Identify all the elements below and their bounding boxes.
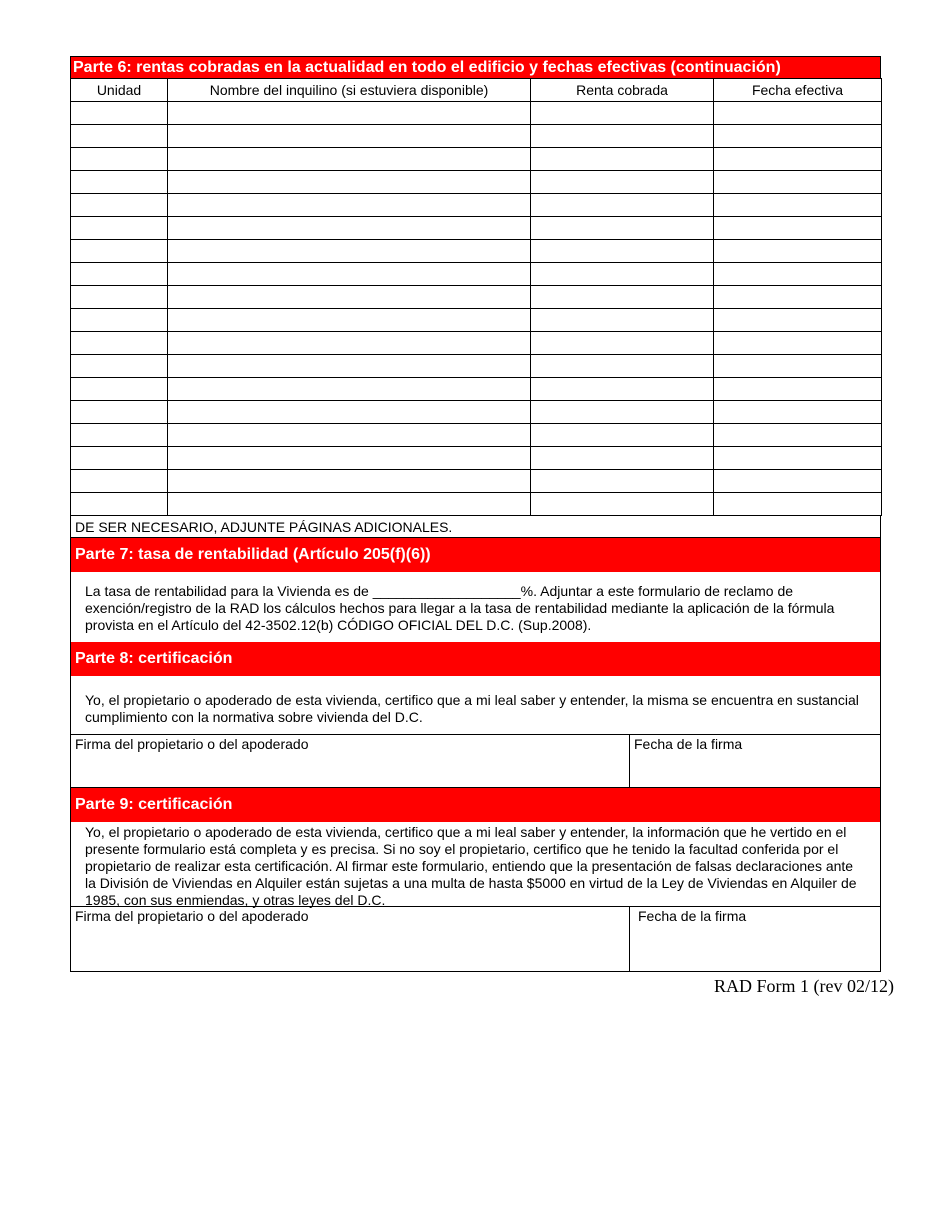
tenant-cell[interactable] — [168, 447, 531, 470]
unit-cell[interactable] — [71, 424, 168, 447]
table-row — [71, 309, 882, 332]
tenant-cell[interactable] — [168, 102, 531, 125]
rent-cell[interactable] — [531, 102, 714, 125]
rent-cell[interactable] — [531, 286, 714, 309]
unit-cell[interactable] — [71, 148, 168, 171]
form-footer: RAD Form 1 (rev 02/12) — [714, 976, 894, 996]
unit-cell[interactable] — [71, 447, 168, 470]
rent-cell[interactable] — [531, 171, 714, 194]
unit-cell[interactable] — [71, 355, 168, 378]
part6-header: Parte 6: rentas cobradas en la actualidad en todo el edificio y fechas efectivas (continuación) — [70, 56, 881, 78]
col-tenant-header: Nombre del inquilino (si estuviera disponible) — [168, 79, 531, 102]
date-cell[interactable] — [714, 355, 882, 378]
date-cell[interactable] — [714, 401, 882, 424]
table-row — [71, 194, 882, 217]
part7-text: La tasa de rentabilidad para la Vivienda es de ___________________%. Adjuntar a este formulario de reclamo de exención/registro de la RAD los cálculos hechos para llegar a la tasa de rentabilidad mediante la aplicación de la fórmula provista en el Artículo del 42-3502.12(b) CÓDIGO OFICIAL DEL D.C. (Sup.2008). — [70, 572, 881, 642]
date-cell[interactable] — [714, 378, 882, 401]
date-cell[interactable] — [714, 217, 882, 240]
rad-form-page — [70, 56, 881, 972]
rent-table-header-row — [71, 79, 882, 102]
tenant-cell[interactable] — [168, 401, 531, 424]
rent-table — [70, 78, 882, 516]
table-row — [71, 447, 882, 470]
tenant-cell[interactable] — [168, 309, 531, 332]
additional-pages-note: DE SER NECESARIO, ADJUNTE PÁGINAS ADICIONALES. — [70, 516, 881, 538]
part9-signature-row — [70, 906, 881, 972]
table-row — [71, 355, 882, 378]
table-row — [71, 148, 882, 171]
table-row — [71, 286, 882, 309]
tenant-cell[interactable] — [168, 378, 531, 401]
unit-cell[interactable] — [71, 332, 168, 355]
date-cell[interactable] — [714, 263, 882, 286]
rent-cell[interactable] — [531, 378, 714, 401]
tenant-cell[interactable] — [168, 148, 531, 171]
rent-cell[interactable] — [531, 355, 714, 378]
tenant-cell[interactable] — [168, 263, 531, 286]
unit-cell[interactable] — [71, 493, 168, 516]
part8-text: Yo, el propietario o apoderado de esta vivienda, certifico que a mi leal saber y entender, la misma se encuentra en sustancial cumplimiento con la normativa sobre vivienda del D.C. — [70, 676, 881, 734]
unit-cell[interactable] — [71, 378, 168, 401]
unit-cell[interactable] — [71, 217, 168, 240]
table-row — [71, 424, 882, 447]
date-cell[interactable] — [714, 148, 882, 171]
date-cell[interactable] — [714, 286, 882, 309]
part9-text: Yo, el propietario o apoderado de esta vivienda, certifico que a mi leal saber y entender, la información que he vertido en el presente formulario está completa y es precisa. Si no soy el propietario, certifico que he tenido la facultad conferida por el propietario de realizar esta certificación. Al firmar este formulario, entiendo que la presentación de falsas declaraciones ante la División de Viviendas en Alquiler están sujetas a una multa de hasta $5000 en virtud de la Ley de Viviendas en Alquiler de 1985, con sus enmiendas, y otras leyes del D.C. — [70, 822, 881, 906]
date-cell[interactable] — [714, 309, 882, 332]
date-cell[interactable] — [714, 240, 882, 263]
rent-cell[interactable] — [531, 263, 714, 286]
tenant-cell[interactable] — [168, 171, 531, 194]
unit-cell[interactable] — [71, 309, 168, 332]
rent-table-body — [71, 102, 882, 516]
date-cell[interactable] — [714, 424, 882, 447]
rent-cell[interactable] — [531, 309, 714, 332]
unit-cell[interactable] — [71, 102, 168, 125]
rent-cell[interactable] — [531, 240, 714, 263]
date-cell[interactable] — [714, 194, 882, 217]
table-row — [71, 171, 882, 194]
tenant-cell[interactable] — [168, 493, 531, 516]
unit-cell[interactable] — [71, 263, 168, 286]
rent-cell[interactable] — [531, 470, 714, 493]
tenant-cell[interactable] — [168, 470, 531, 493]
part8-owner-signature-field[interactable]: Firma del propietario o del apoderado — [71, 735, 630, 787]
tenant-cell[interactable] — [168, 355, 531, 378]
unit-cell[interactable] — [71, 470, 168, 493]
tenant-cell[interactable] — [168, 240, 531, 263]
unit-cell[interactable] — [71, 286, 168, 309]
tenant-cell[interactable] — [168, 194, 531, 217]
table-row — [71, 378, 882, 401]
rent-cell[interactable] — [531, 332, 714, 355]
date-cell[interactable] — [714, 470, 882, 493]
tenant-cell[interactable] — [168, 217, 531, 240]
rent-cell[interactable] — [531, 493, 714, 516]
rent-cell[interactable] — [531, 194, 714, 217]
unit-cell[interactable] — [71, 401, 168, 424]
rent-cell[interactable] — [531, 447, 714, 470]
table-row — [71, 217, 882, 240]
table-row — [71, 470, 882, 493]
rent-cell[interactable] — [531, 424, 714, 447]
table-row — [71, 332, 882, 355]
unit-cell[interactable] — [71, 240, 168, 263]
col-rent-header: Renta cobrada — [531, 79, 714, 102]
date-cell[interactable] — [714, 493, 882, 516]
date-cell[interactable] — [714, 125, 882, 148]
unit-cell[interactable] — [71, 171, 168, 194]
unit-cell[interactable] — [71, 194, 168, 217]
table-row — [71, 102, 882, 125]
table-row — [71, 125, 882, 148]
rent-cell[interactable] — [531, 148, 714, 171]
date-cell[interactable] — [714, 102, 882, 125]
unit-cell[interactable] — [71, 125, 168, 148]
part9-signature-date-field[interactable]: Fecha de la firma — [638, 908, 747, 924]
table-row — [71, 263, 882, 286]
rent-cell[interactable] — [531, 401, 714, 424]
table-row — [71, 493, 882, 516]
part8-signature-date-field[interactable]: Fecha de la firma — [634, 736, 743, 752]
tenant-cell[interactable] — [168, 125, 531, 148]
part8-signature-row — [70, 734, 881, 788]
date-cell[interactable] — [714, 447, 882, 470]
date-cell[interactable] — [714, 332, 882, 355]
part9-owner-signature-field[interactable]: Firma del propietario o del apoderado — [71, 907, 630, 971]
table-row — [71, 240, 882, 263]
part7-header: Parte 7: tasa de rentabilidad (Artículo 205(f)(6)) — [70, 538, 881, 572]
tenant-cell[interactable] — [168, 332, 531, 355]
tenant-cell[interactable] — [168, 424, 531, 447]
part9-header: Parte 9: certificación — [70, 788, 881, 822]
rent-cell[interactable] — [531, 217, 714, 240]
rent-cell[interactable] — [531, 125, 714, 148]
table-row — [71, 401, 882, 424]
col-date-header: Fecha efectiva — [714, 79, 882, 102]
date-cell[interactable] — [714, 171, 882, 194]
tenant-cell[interactable] — [168, 286, 531, 309]
part8-header: Parte 8: certificación — [70, 642, 881, 676]
col-unit-header: Unidad — [71, 79, 168, 102]
